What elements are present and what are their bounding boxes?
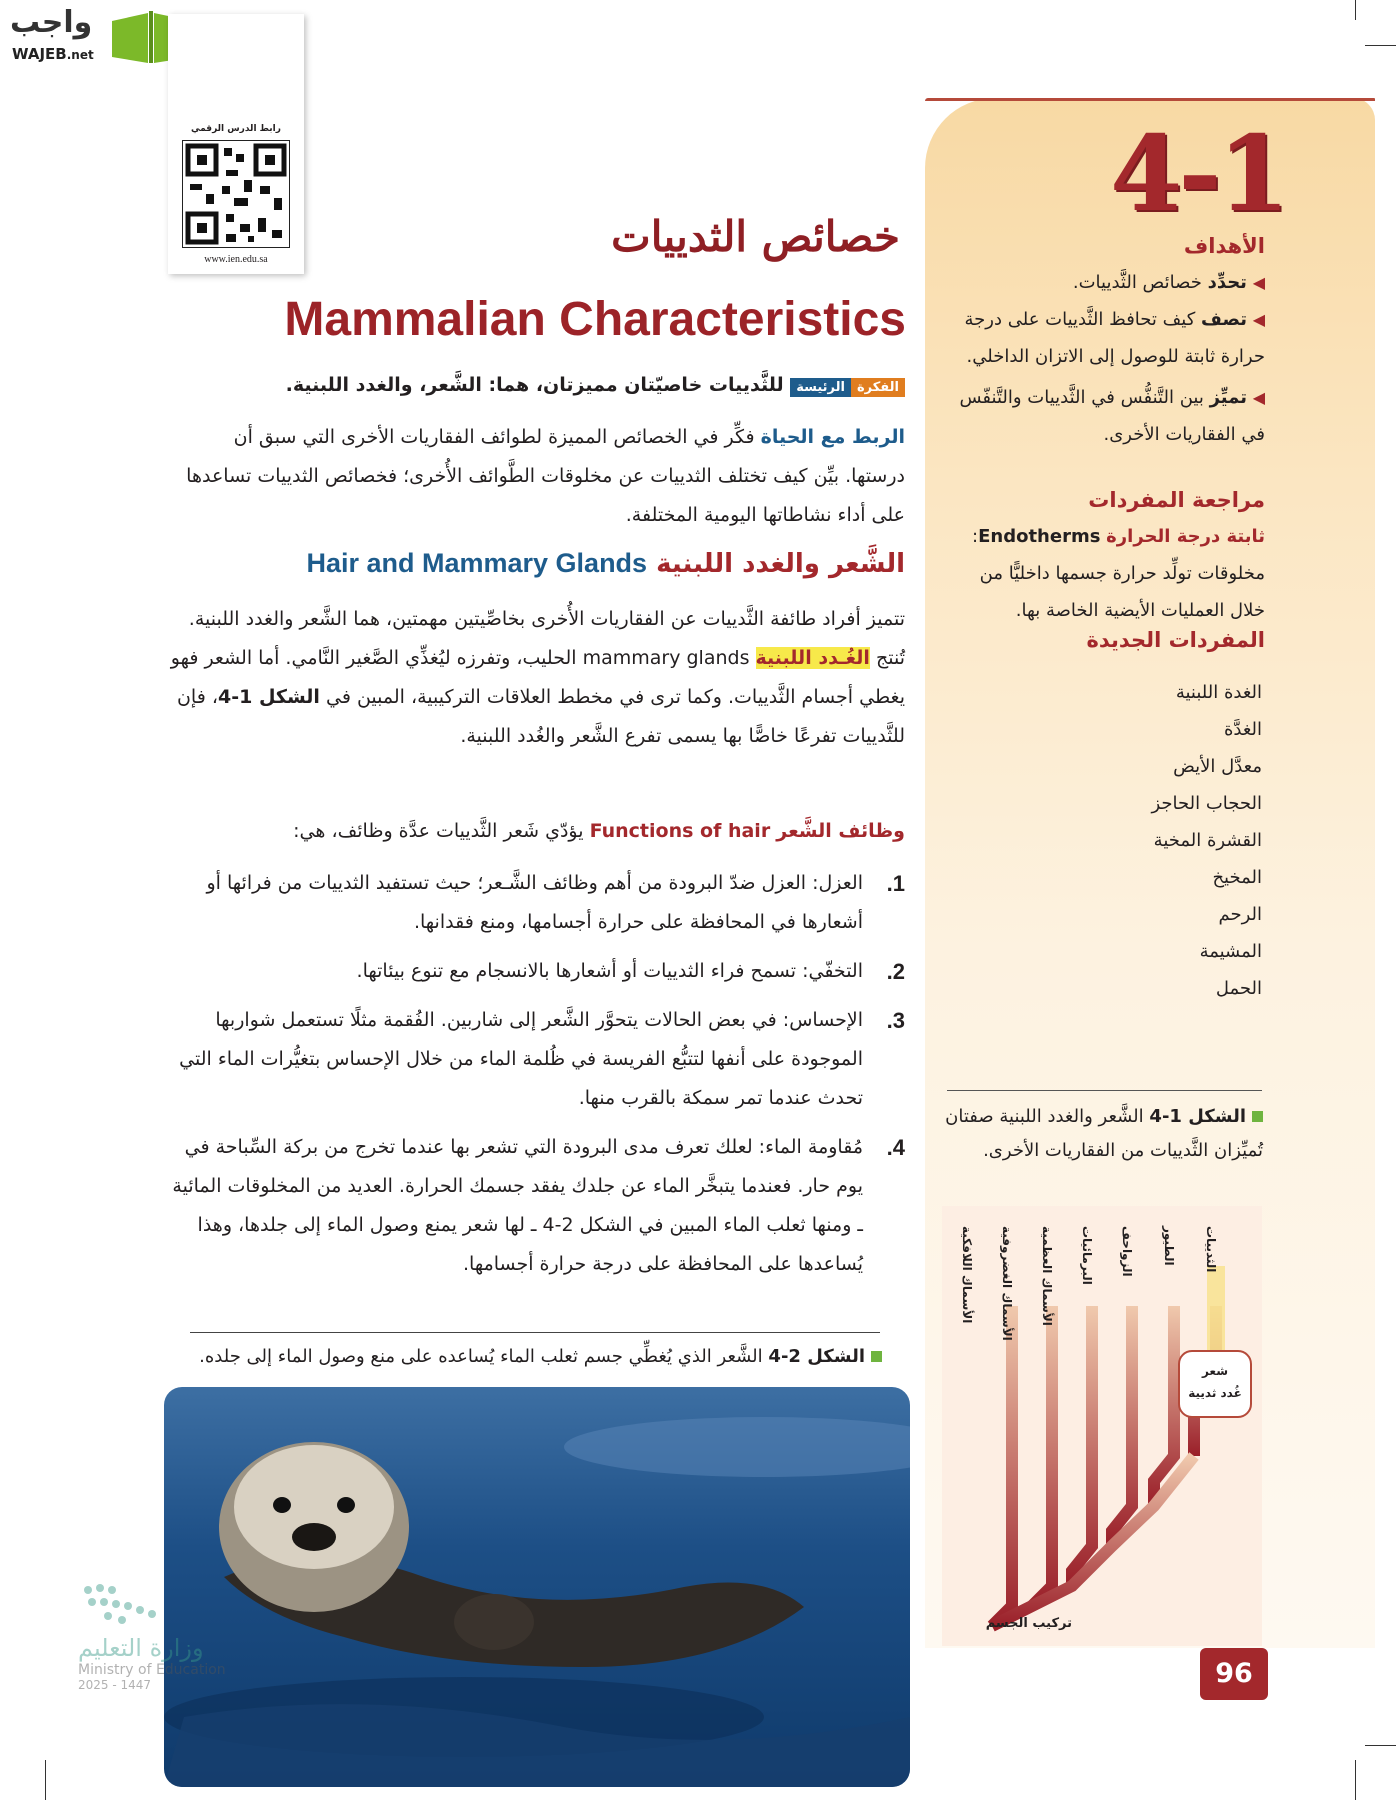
main-idea-tag: الفكرة — [851, 378, 905, 397]
bullet-icon: ◀ — [1252, 310, 1265, 329]
objective-item: ◀ تحدِّد خصائص الثَّدييات. — [1072, 272, 1265, 293]
cladogram-figure — [942, 1206, 1262, 1646]
clade-label: الزواحف — [1120, 1226, 1134, 1277]
main-idea: الفكرةالرئيسة للثَّدييات خاصيّتان مميزتان، هما: الشَّعر، والغدد اللبنية. — [170, 374, 905, 397]
page-number: 96 — [1200, 1648, 1268, 1700]
wajeb-logo[interactable] — [10, 5, 190, 67]
vocab-item: الرحم — [1218, 904, 1262, 925]
ministry-name-en: Ministry of Education — [78, 1662, 226, 1678]
vocab-item: القشرة المخية — [1153, 830, 1262, 851]
logo-text-en: WAJEB.net — [12, 45, 94, 63]
figure2-caption: الشكل 2-4 الشَّعر الذي يُغطِّي جسم ثعلب الماء يُساعده على منع وصول الماء إلى جلده. — [170, 1340, 882, 1374]
vocab-item: المخيخ — [1212, 867, 1262, 888]
vocab-item: الحجاب الحاجز — [1151, 793, 1262, 814]
bullet-icon: ◀ — [1252, 273, 1265, 292]
ministry-logo-icon — [78, 1580, 168, 1630]
logo-text-ar: واجب — [10, 5, 93, 40]
figure1-caption: الشكل 1-4 الشَّعر والغدد اللبنية صفتان تُميِّزان الثَّدييات من الفقاريات الأخرى. — [945, 1106, 1263, 1161]
clade-label: الأسماك الغضروفية — [1000, 1226, 1014, 1341]
bullet-icon: ◀ — [1252, 388, 1265, 407]
clade-label: الطيور — [1162, 1226, 1176, 1266]
lesson-title-en: Mammalian Characteristics — [284, 293, 906, 346]
crop-mark — [1365, 1745, 1396, 1746]
list-item: 2. التخفّي: تسمح فراء الثدييات أو أشعارها بالانسجام مع تنوع بيئاتها. — [356, 959, 905, 984]
functions-list — [170, 864, 905, 1284]
objective-item: ◀ تصف كيف تحافظ الثَّدييات على درجة حرارة ثابتة للوصول إلى الاتزان الداخلي. — [964, 309, 1265, 367]
vocab-item: الغدة اللبنية — [1175, 682, 1262, 703]
trait-box — [1178, 1350, 1252, 1418]
qr-card[interactable] — [168, 14, 304, 274]
lesson-number: 4-1 — [1110, 112, 1286, 235]
new-vocab-title: المفردات الجديدة — [1086, 628, 1265, 652]
objective-item: ◀ تميِّز بين التَّنفُّس في الثَّدييات والتَّنفّس في الفقاريات الأخرى. — [959, 387, 1265, 445]
otter-photo — [164, 1387, 910, 1787]
paragraph-hair-glands: تتميز أفراد طائفة الثَّدييات عن الفقاريات الأُخرى بخاصِّيتين مهمتين، هما الشَّعر والغدد اللبنية. تُنتج الغُـدد اللبنية mammary glands الحليب، وتفرزه ليُغذِّي الصَّغير النَّامي. أما الشعر فهو يغطي أجسام الثَّدييات. وكما ترى في مخطط العلاقات التركيبية، المبين في الشكل 1-4، فإن للثَّدييات تفرعًا خاصًّا بها يسمى تفرع الشَّعر والغُدد اللبنية. — [170, 608, 905, 747]
green-square-icon — [1252, 1111, 1263, 1122]
qr-label: رابط الدرس الرقمي — [191, 124, 281, 134]
ministry-name-ar: وزارة التعليم — [78, 1634, 204, 1662]
clade-label: البرمائيات — [1080, 1226, 1094, 1285]
list-item: 3. الإحساس: في بعض الحالات يتحوَّر الشَّعر إلى شاربين. الفُقمة مثلًا تستعمل شواربها الموجودة على أنفها لتتبُّع الفريسة في ظُلمة الماء من خلال الإحساس بتغيُّرات الماء التي تحدث عندما تمر سمكة بالقرب منها. — [179, 1008, 905, 1109]
trait-label: غُدد ثديية — [1188, 1386, 1242, 1400]
trait-label: شعر — [1201, 1364, 1229, 1378]
qr-url[interactable]: www.ien.edu.sa — [204, 254, 268, 265]
main-idea-tag: الرئيسة — [790, 378, 851, 397]
clade-label: الأسماك اللافكية — [960, 1226, 974, 1324]
objectives-list — [945, 264, 1265, 453]
vocab-item: الحمل — [1215, 978, 1262, 999]
green-square-icon — [871, 1351, 882, 1362]
crop-mark — [1365, 45, 1396, 46]
new-vocab-list — [1000, 674, 1262, 1007]
crop-mark — [1355, 0, 1356, 20]
vocab-item: الغدَّة — [1223, 719, 1262, 740]
objectives-title: الأهداف — [1183, 234, 1265, 258]
vocab-item: المشيمة — [1199, 941, 1262, 962]
real-world-paragraph: الربط مع الحياة فكِّر في الخصائص المميزة لطوائف الفقاريات الأخرى التي سبق أن درستها. بيِّن كيف تختلف الثدييات عن مخلوقات الطَّوائف الأُخرى؛ فخصائص الثدييات تساعدها على أداء نشاطاتها اليومية المختلفة. — [186, 426, 905, 526]
section-heading: الشَّعر والغدد اللبنية Hair and Mammary Glands — [306, 548, 905, 579]
crop-mark — [1355, 1760, 1356, 1800]
clade-label: الثدييات — [1204, 1226, 1218, 1273]
ministry-years: 2025 - 1447 — [78, 1678, 152, 1692]
divider — [190, 1332, 880, 1333]
vocab-item: معدَّل الأيض — [1173, 756, 1262, 777]
cladogram-labels — [942, 1206, 1262, 1356]
list-item: 4. مُقاومة الماء: لعلك تعرف مدى البرودة التي تشعر بها عندما تخرج من بركة السِّباحة في يوم حار. فعندما يتبخَّر الماء عن جلدك يفقد جسمك الحرارة. العديد من المخلوقات المائية ـ ومنها ثعلب الماء المبين في الشكل 2-4 ـ لها شعر يمنع وصول الماء إلى جلدها، وهذا يُساعدها على المحافظة على درجة حرارة أجسامها. — [172, 1135, 905, 1275]
review-vocab: ثابتة درجة الحرارة Endotherms: مخلوقات تولِّد حرارة جسمها داخليًّا من خلال العمليات الأيضية الخاصة بها. — [972, 526, 1265, 621]
list-item: 1. العزل: العزل ضدّ البرودة من أهم وظائف الشَّـعر؛ حيث تستفيد الثدييات من فرائها أو أشعارها في المحافظة على حرارة أجسامها، ومنع فقدانها. — [206, 871, 905, 933]
divider — [947, 1090, 1262, 1091]
base-label: تركيب الجسم — [985, 1616, 1072, 1631]
clade-label: الأسماك العظمية — [1040, 1226, 1054, 1326]
crop-mark — [45, 1760, 46, 1800]
ministry-watermark — [78, 1580, 258, 1730]
lesson-title-ar: خصائص الثدييات — [611, 212, 900, 261]
review-vocab-title: مراجعة المفردات — [1088, 488, 1265, 512]
qr-code-icon — [182, 140, 290, 248]
functions-heading: وظائف الشَّعر Functions of hair يؤدّي شَعر الثَّدييات عدَّة وظائف، هي: — [293, 820, 905, 842]
sea-otter-image — [164, 1387, 910, 1787]
